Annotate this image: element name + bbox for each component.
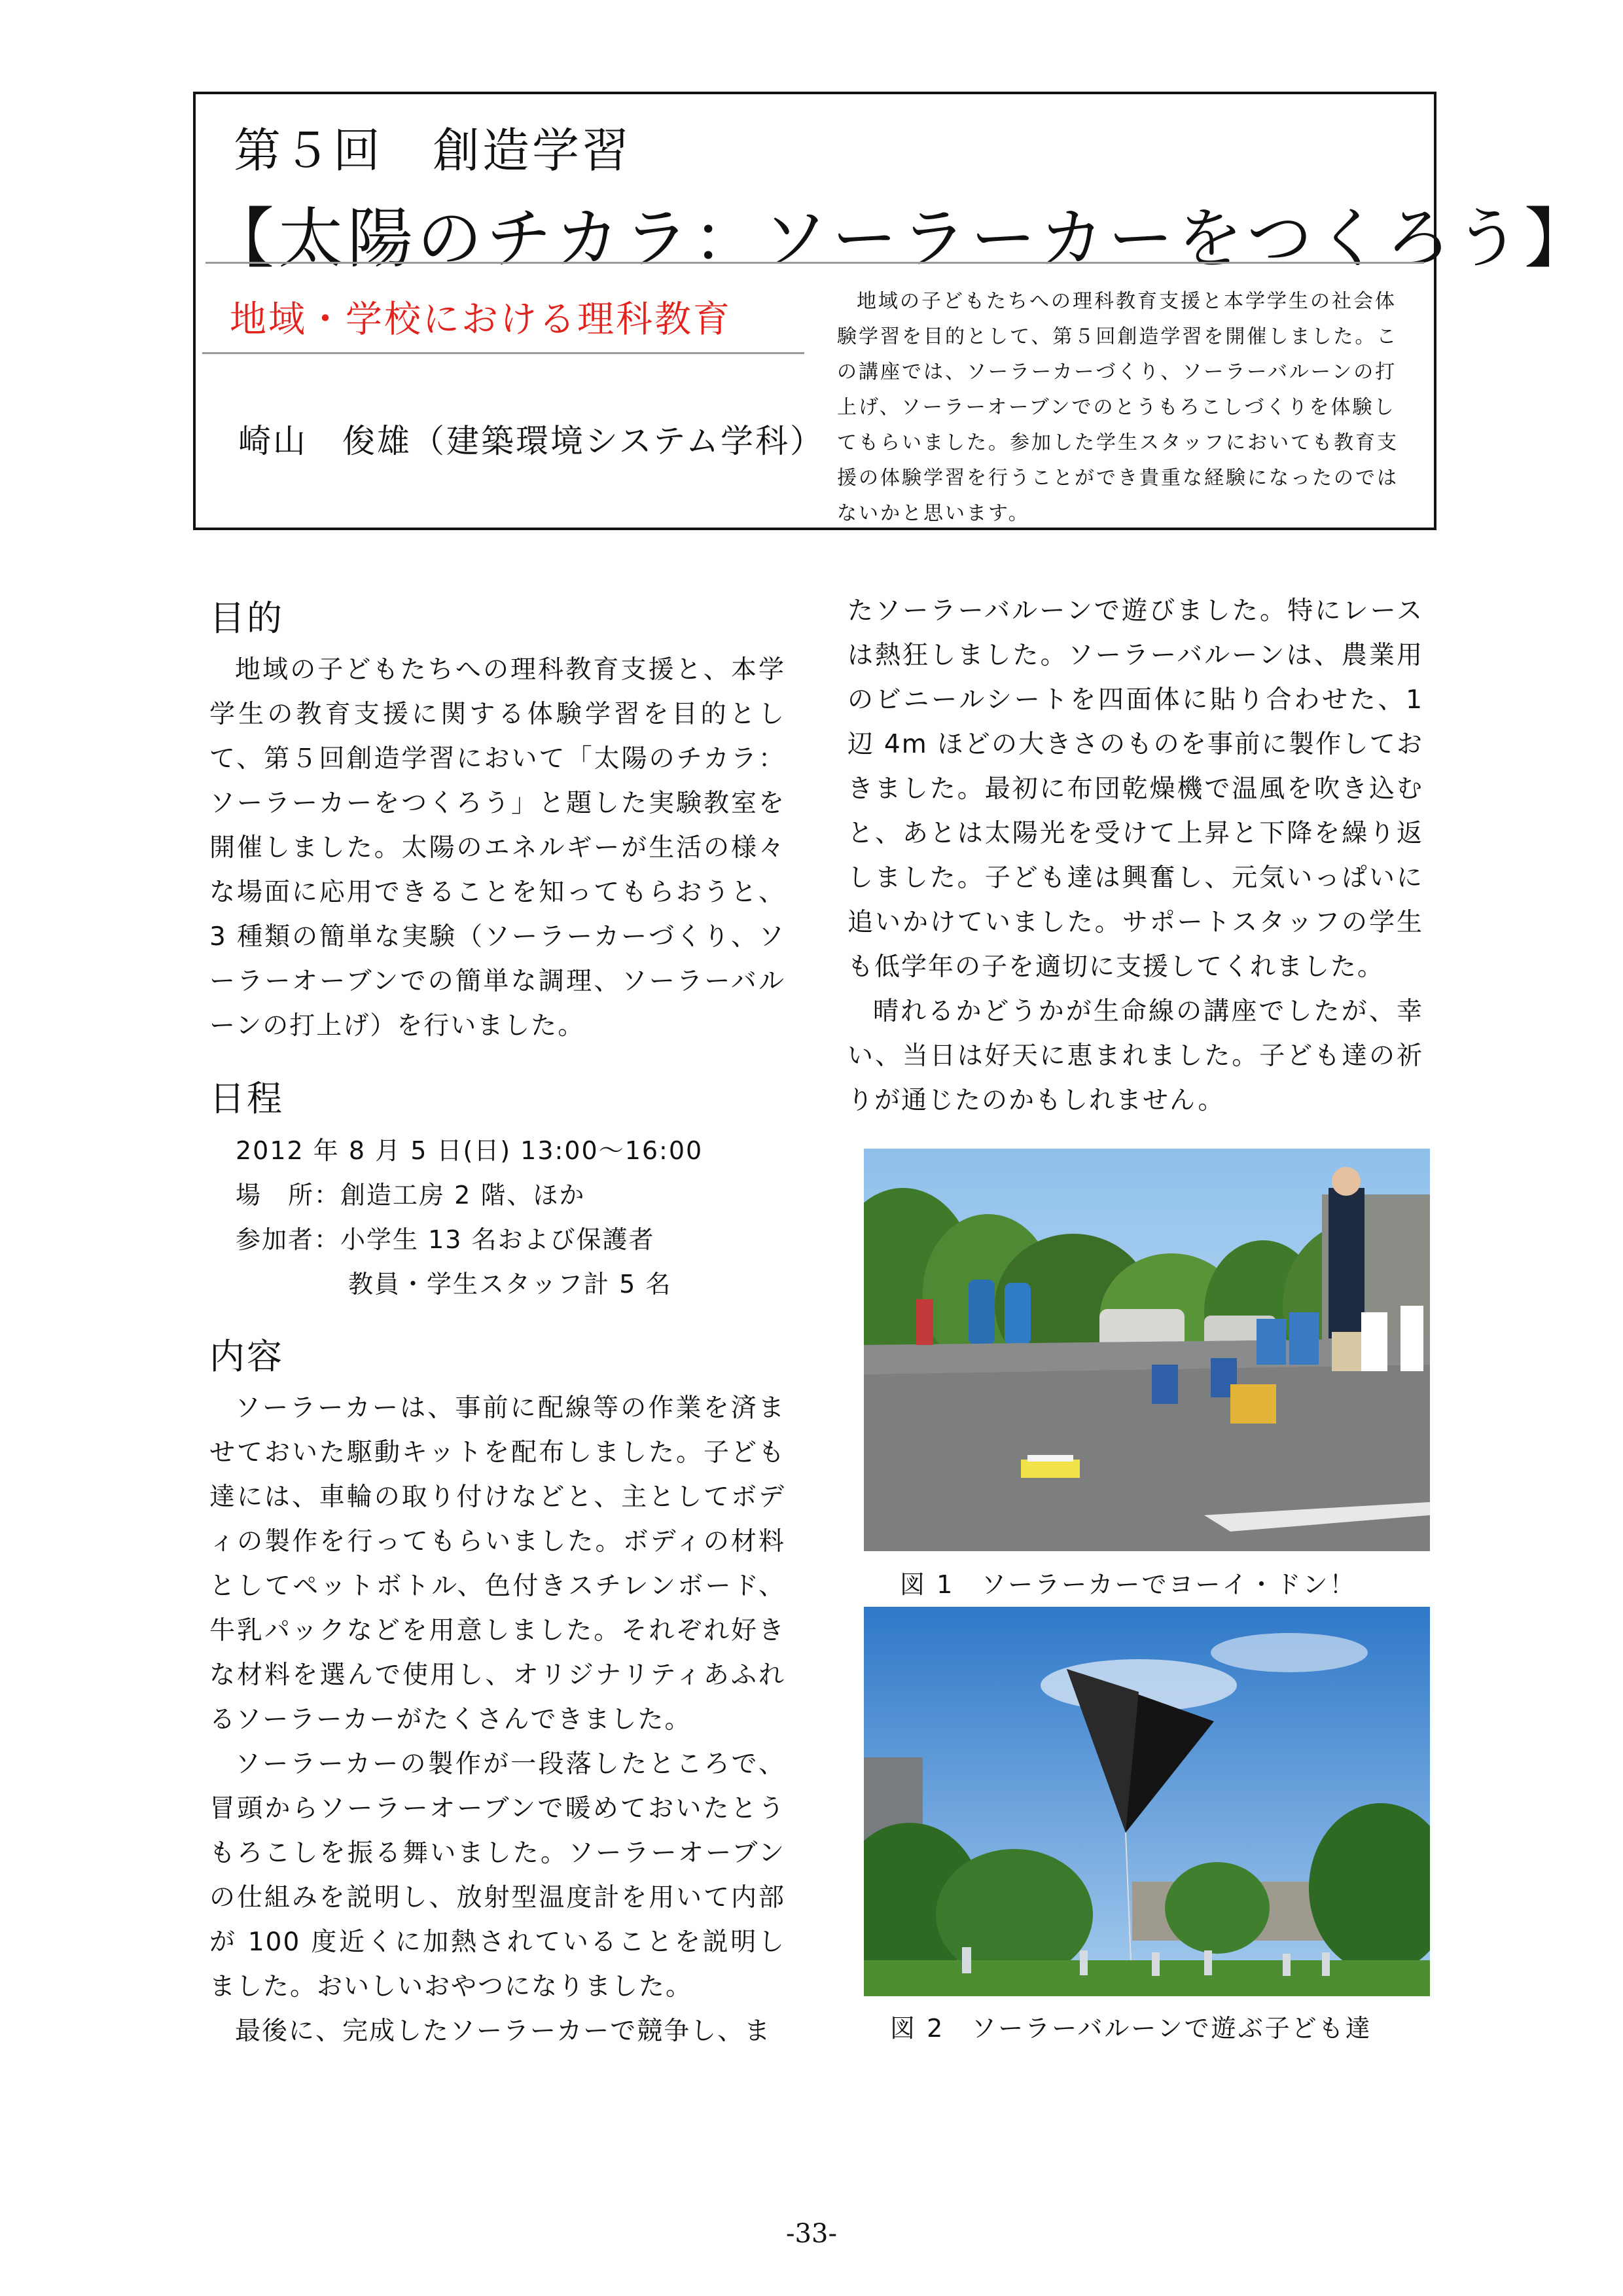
theme-divider (202, 352, 804, 354)
content-heading: 内容 (209, 1336, 284, 1377)
schedule-block (209, 1128, 785, 1306)
figure-2-photo (864, 1607, 1430, 1996)
content-paragraph-2: ソーラーカーの製作が一段落したところで、冒頭からソーラーオーブンで暖めておいたとうもろこしを振る舞いました。ソーラーオーブンの仕組みを説明し、放射型温度計を用いて内部が 100 度近くに加熱されていることを説明しました。おいしいおやつになりました。 (209, 1749, 785, 2001)
solar-car-race-image (864, 1149, 1430, 1551)
author: 崎山 俊雄（建築環境システム学科） (238, 422, 825, 460)
schedule-participants: 参加者：小学生 13 名および保護者 (236, 1225, 655, 1254)
figure-1-caption: 図 1 ソーラーカーでヨーイ・ドン！ (900, 1570, 1357, 1599)
header-divider (205, 262, 1424, 264)
content-paragraph-4: 晴れるかどうかが生命線の講座でしたが、幸い、当日は好天に恵まれました。子ども達の祈りが通じたのかもしれません。 (847, 997, 1423, 1115)
content-paragraph-3: 最後に、完成したソーラーカーで競争し、ま (235, 2017, 772, 2046)
summary (837, 284, 1406, 531)
header-box (193, 92, 1594, 530)
purpose-heading: 目的 (209, 598, 284, 639)
schedule-staff: 教員・学生スタッフ計 5 名 (348, 1270, 672, 1299)
content-paragraph-1: ソーラーカーは、事前に配線等の作業を済ませておいた駆動キットを配布しました。子ども達には、車輪の取り付けなどと、主としてボディの製作を行ってもらいました。ボディの材料としてペットボトル、色付きスチレンボード、牛乳パックなどを用意しました。それぞれ好きな材料を選んで使用し、オリジナリティあふれるソーラーカーがたくさんできました。 (209, 1393, 785, 1734)
figure-2-caption: 図 2 ソーラーバルーンで遊ぶ子ども達 (890, 2014, 1372, 2043)
schedule-date: 2012 年 8 月 5 日(日) 13:00～16:00 (236, 1136, 704, 1165)
purpose-text: 地域の子どもたちへの理科教育支援と、本学学生の教育支援に関する体験学習を目的として、第５回創造学習において「太陽のチカラ：ソーラーカーをつくろう」と題した実験教室を開催しました。太陽のエネルギーが生活の様々な場面に応用できることを知ってもらおうと、3 種類の簡単な実験（ソーラーカーづくり、ソーラーオーブンでの簡単な調理、ソーラーバルーンの打上げ）を行いました。 (209, 655, 785, 1041)
summary-text: 地域の子どもたちへの理科教育支援と本学学生の社会体験学習を目的として、第５回創造学習を開催しました。この講座では、ソーラーカーづくり、ソーラーバルーンの打上げ、ソーラーオーブンでのとうもろこしづくりを体験してもらいました。参加した学生スタッフにおいても教育支援の体験学習を行うことができ貴重な経験になったのではないかと思います。 (837, 290, 1399, 525)
right-column (847, 589, 1423, 1123)
schedule-place: 場 所：創造工房 2 階、ほか (236, 1181, 586, 1210)
page-number: -33- (786, 2219, 837, 2249)
left-column (209, 589, 785, 2054)
schedule-heading: 日程 (209, 1078, 284, 1119)
content-paragraph-3-continued: たソーラーバルーンで遊びました。特にレースは熱狂しました。ソーラーバルーンは、農業用のビニールシートを四面体に貼り合わせた、1 辺 4m ほどの大きさのものを事前に製作しておきました。最初に布団乾燥機で温風を吹き込むと、あとは太陽光を受けて上昇と下降を繰り返しました。子ども達は興奮し、元気いっぱいに追いかけていました。サポートスタッフの学生も低学年の子を適切に支援してくれました。 (847, 596, 1423, 982)
solar-balloon-image (864, 1607, 1430, 1996)
figure-1-photo (864, 1149, 1430, 1551)
theme-label: 地域・学校における理科教育 (230, 298, 732, 341)
series-title: 第５回 創造学習 (234, 123, 632, 178)
main-title: 【太陽のチカラ：ソーラーカーをつくろう】 (209, 200, 1594, 277)
